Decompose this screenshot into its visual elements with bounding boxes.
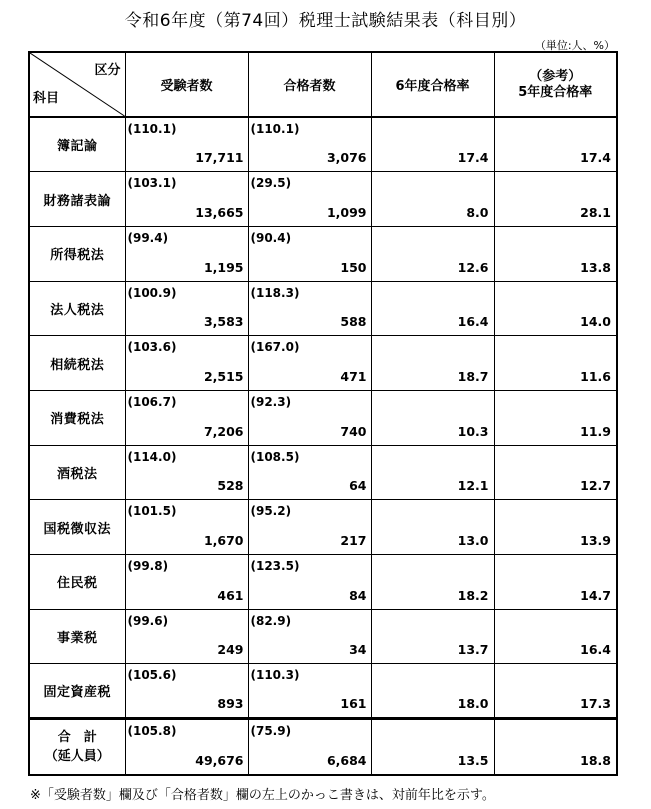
subject-name: 事業税 [29,609,125,664]
subject-name: 法人税法 [29,281,125,336]
passers-cell [248,445,371,500]
examinee-ratio: (101.5) [127,504,177,519]
passers-cell [248,664,371,719]
passer-ratio: (110.1) [250,122,300,136]
examinee-ratio: (103.6) [127,340,177,355]
passers-cell [248,609,371,664]
table-row [29,336,617,391]
rate-r6-cell: 13.7 [371,609,494,664]
examinee-ratio: (110.1) [127,122,177,136]
examinee-count: 893 [217,696,244,712]
passers-header: 合格者数 [248,52,371,117]
corner-header-cell [29,52,125,117]
examinee-count: 49,676 [195,752,244,768]
passer-ratio: (167.0) [250,340,300,355]
examinees-cell [125,281,248,336]
rate-r5-cell: 14.7 [494,555,617,610]
passer-ratio: (82.9) [250,613,292,628]
examinee-ratio: (106.7) [127,394,177,409]
examinee-ratio: (103.1) [127,176,177,191]
passers-cell [248,336,371,391]
table-header-row [29,52,617,117]
passer-ratio: (123.5) [250,559,300,573]
unit-label: （単位:人、%） [534,39,615,52]
examinee-ratio: (99.4) [127,230,169,245]
rate-r5-header [494,52,617,117]
rate-r5-cell: 16.4 [494,609,617,664]
rate-r6-cell: 10.3 [371,390,494,445]
examinee-ratio: (105.8) [127,724,177,739]
subject-name: 簿記論 [29,117,125,172]
rate-r6-cell: 12.1 [371,445,494,500]
examinees-cell [125,117,248,172]
passer-ratio: (110.3) [250,668,300,683]
rate-r6-cell: 17.4 [371,117,494,172]
rate-r5-cell: 14.0 [494,281,617,336]
passer-ratio: (75.9) [250,724,292,739]
examinees-cell [125,500,248,555]
table-row [29,664,617,719]
examinee-count: 461 [217,587,244,603]
rate-r5-cell: 17.3 [494,664,617,719]
total-label: 合 計 [57,729,97,745]
examinee-ratio: (100.9) [127,285,177,300]
rate-r5-cell: 11.9 [494,390,617,445]
table-row [29,609,617,664]
examinee-count: 1,195 [203,259,244,275]
rate-r6-cell: 12.6 [371,226,494,281]
examinees-cell [125,664,248,719]
passers-cell [248,226,371,281]
total-sublabel: （延人員） [44,748,110,764]
examinee-count: 1,670 [203,533,244,548]
category-left-label: 科目 [33,91,60,106]
passer-count: 740 [340,423,367,439]
rate-r6-cell: 16.4 [371,281,494,336]
rate-r5-cell: 12.7 [494,445,617,500]
examinees-cell [125,336,248,391]
passers-cell [248,117,371,172]
examinees-cell [125,555,248,610]
results-table [28,51,618,776]
category-top-label: 区分 [94,63,121,78]
subject-name: 固定資産税 [29,664,125,719]
examinees-header: 受験者数 [125,52,248,117]
passer-ratio: (90.4) [250,230,292,245]
table-row [29,281,617,336]
examinee-ratio: (114.0) [127,449,177,464]
examinees-cell [125,609,248,664]
rate-r6-cell: 8.0 [371,172,494,227]
rate-r5-cell: 11.6 [494,336,617,391]
table-row [29,555,617,610]
passers-cell [248,500,371,555]
passer-count: 6,684 [326,752,367,768]
examinee-count: 13,665 [195,204,244,220]
passer-ratio: (108.5) [250,449,300,464]
passer-count: 64 [349,478,367,494]
examinee-ratio: (105.6) [127,668,177,683]
examinees-cell [125,719,248,775]
total-label-cell [29,719,125,775]
passer-ratio: (95.2) [250,504,292,519]
passers-cell [248,719,371,775]
table-row [29,226,617,281]
passers-cell [248,390,371,445]
rate-r6-cell: 18.0 [371,664,494,719]
footnote: ※「受験者数」欄及び「合格者数」欄の左上のかっこ書きは、対前年比を示す。 [30,788,495,803]
examinee-ratio: (99.8) [127,559,169,573]
passer-count: 217 [340,533,367,548]
passer-count: 150 [340,259,367,275]
examinees-cell [125,172,248,227]
rate-r6-cell: 18.7 [371,336,494,391]
subject-name: 酒税法 [29,445,125,500]
rate-r5-cell: 28.1 [494,172,617,227]
total-row [29,719,617,775]
passer-count: 84 [349,587,367,603]
passer-ratio: (118.3) [250,285,300,300]
passer-ratio: (92.3) [250,394,292,409]
passers-cell [248,281,371,336]
examinees-cell [125,445,248,500]
passers-cell [248,172,371,227]
rate-r6-header: 6年度合格率 [371,52,494,117]
passer-ratio: (29.5) [250,176,292,191]
passer-count: 1,099 [326,204,367,220]
passer-count: 161 [340,696,367,712]
passer-count: 3,076 [326,150,367,166]
table-row [29,500,617,555]
examinee-count: 528 [217,478,244,494]
examinee-count: 7,206 [203,423,244,439]
rate-r5-cell: 13.9 [494,500,617,555]
passers-cell [248,555,371,610]
passer-count: 34 [349,642,367,658]
rate-r5-label: 5年度合格率 [518,84,593,100]
examinee-ratio: (99.6) [127,613,169,628]
table-row [29,117,617,172]
rate-r6-cell: 18.2 [371,555,494,610]
subject-name: 住民税 [29,555,125,610]
examinees-cell [125,390,248,445]
passer-count: 471 [340,368,367,384]
page-title: 令和6年度（第74回）税理士試験結果表（科目別） [124,11,527,31]
rate-r5-cell: 17.4 [494,117,617,172]
examinee-count: 17,711 [195,150,244,166]
examinee-count: 249 [217,642,244,658]
rate-r6-cell: 13.5 [371,719,494,775]
subject-name: 国税徴収法 [29,500,125,555]
table-row [29,445,617,500]
table-row [29,390,617,445]
rate-r5-cell: 13.8 [494,226,617,281]
subject-name: 所得税法 [29,226,125,281]
examinees-cell [125,226,248,281]
subject-name: 消費税法 [29,390,125,445]
rate-r5-cell: 18.8 [494,719,617,775]
table-row [29,172,617,227]
subject-name: 相続税法 [29,336,125,391]
rate-r6-cell: 13.0 [371,500,494,555]
examinee-count: 3,583 [203,314,244,330]
subject-name: 財務諸表論 [29,172,125,227]
reference-label: （参考） [529,68,582,84]
passer-count: 588 [340,314,367,330]
examinee-count: 2,515 [203,368,244,384]
